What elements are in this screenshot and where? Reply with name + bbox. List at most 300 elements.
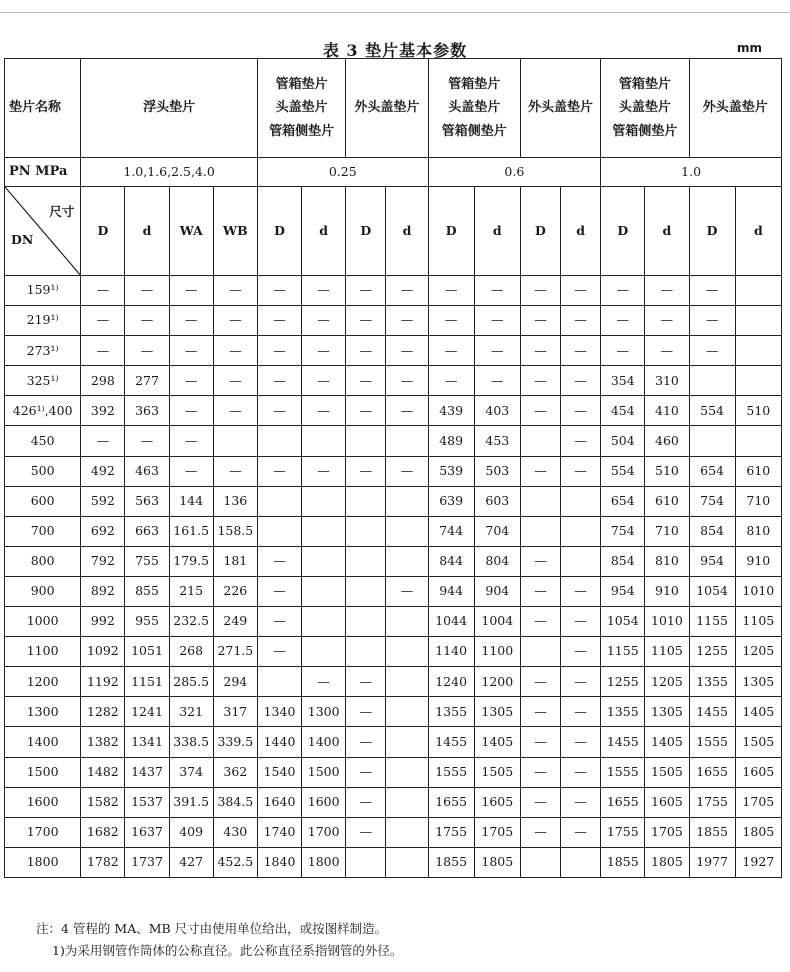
table-cell: 161.5 <box>169 516 213 546</box>
table-cell: — <box>257 576 301 606</box>
table-cell <box>561 546 601 576</box>
group-label: 外头盖垫片 <box>346 59 428 158</box>
table-cell: 181 <box>213 546 257 576</box>
table-cell <box>561 486 601 516</box>
group-label: 管箱垫片 头盖垫片 管箱侧垫片 <box>428 59 520 158</box>
table-cell <box>386 817 428 847</box>
table-cell: 1305 <box>474 697 520 727</box>
group-label: 浮头垫片 <box>81 59 258 158</box>
table-row <box>5 366 782 396</box>
table-cell: 810 <box>735 516 781 546</box>
table-cell: — <box>601 276 645 306</box>
table-cell <box>520 516 560 546</box>
dimension-label: d <box>125 187 169 276</box>
table-cell: — <box>346 697 386 727</box>
dimension-label: d <box>735 187 781 276</box>
dn-cell: 600 <box>5 486 81 516</box>
table-row <box>5 426 782 456</box>
table-cell: 1205 <box>735 637 781 667</box>
table-cell: 510 <box>645 456 689 486</box>
table-cell: — <box>302 456 346 486</box>
table-cell: — <box>386 396 428 426</box>
table-row <box>5 546 782 576</box>
table-cell: 277 <box>125 366 169 396</box>
table-cell: 310 <box>645 366 689 396</box>
table-cell <box>689 366 735 396</box>
dn-cell: 219¹⁾ <box>5 306 81 336</box>
table-cell: — <box>386 276 428 306</box>
table-cell: 710 <box>645 516 689 546</box>
table-cell: 1540 <box>257 757 301 787</box>
table-cell: — <box>520 787 560 817</box>
table-cell: 1105 <box>735 607 781 637</box>
dn-cell: 1700 <box>5 817 81 847</box>
table-cell: 232.5 <box>169 607 213 637</box>
dn-cell: 1200 <box>5 667 81 697</box>
dimension-header-label: 尺寸 <box>49 204 75 219</box>
table-cell: 460 <box>645 426 689 456</box>
table-cell: — <box>125 276 169 306</box>
dn-cell: 1300 <box>5 697 81 727</box>
table-cell: — <box>346 757 386 787</box>
table-cell: — <box>257 546 301 576</box>
dimension-label: D <box>346 187 386 276</box>
table-cell <box>346 486 386 516</box>
dn-cell: 450 <box>5 426 81 456</box>
dimension-label: d <box>302 187 346 276</box>
table-cell: — <box>689 306 735 336</box>
pn-value: 1.0 <box>601 158 782 187</box>
table-cell: — <box>601 306 645 336</box>
group-label: 管箱垫片 头盖垫片 管箱侧垫片 <box>601 59 689 158</box>
table-cell: 1405 <box>474 727 520 757</box>
table-cell: 215 <box>169 576 213 606</box>
page-title: 表 3 垫片基本参数 <box>322 41 468 60</box>
table-row <box>5 847 782 877</box>
table-cell: — <box>520 306 560 336</box>
table-cell: 1054 <box>601 607 645 637</box>
table-cell: — <box>386 306 428 336</box>
table-cell: 854 <box>601 546 645 576</box>
table-cell: 226 <box>213 576 257 606</box>
dimension-label: d <box>386 187 428 276</box>
table-cell: 592 <box>81 486 125 516</box>
table-cell <box>386 426 428 456</box>
table-cell <box>346 576 386 606</box>
table-cell: 1105 <box>645 637 689 667</box>
table-cell: — <box>520 396 560 426</box>
table-cell: — <box>213 456 257 486</box>
table-cell: 1582 <box>81 787 125 817</box>
dn-cell: 1400 <box>5 727 81 757</box>
table-cell: 1455 <box>428 727 474 757</box>
table-cell <box>386 847 428 877</box>
table-row <box>5 637 782 667</box>
table-cell: — <box>257 637 301 667</box>
table-cell: — <box>561 306 601 336</box>
table-cell: 539 <box>428 456 474 486</box>
table-cell: — <box>520 366 560 396</box>
table-cell <box>302 546 346 576</box>
table-cell: — <box>561 697 601 727</box>
table-cell: — <box>689 336 735 366</box>
table-cell: 1755 <box>601 817 645 847</box>
table-cell: — <box>561 727 601 757</box>
note-1: 注：4 管程的 MA、MB 尺寸由使用单位给出，或按图样制造。 <box>36 921 388 936</box>
dimension-label: d <box>474 187 520 276</box>
table-cell: — <box>81 306 125 336</box>
table-cell: 944 <box>428 576 474 606</box>
table-cell: — <box>169 426 213 456</box>
table-cell: 954 <box>601 576 645 606</box>
table-cell: — <box>428 336 474 366</box>
table-cell: 249 <box>213 607 257 637</box>
table-cell: 910 <box>735 546 781 576</box>
table-cell <box>386 637 428 667</box>
table-cell: — <box>428 276 474 306</box>
table-cell: 654 <box>689 456 735 486</box>
table-cell: — <box>169 366 213 396</box>
table-cell: 268 <box>169 637 213 667</box>
table-cell: 452.5 <box>213 847 257 877</box>
table-cell: 503 <box>474 456 520 486</box>
dimension-label: D <box>601 187 645 276</box>
table-cell: 1054 <box>689 576 735 606</box>
table-cell: 1405 <box>645 727 689 757</box>
table-cell: 384.5 <box>213 787 257 817</box>
table-cell: 1600 <box>302 787 346 817</box>
table-cell: — <box>561 276 601 306</box>
unit-label: mm <box>736 41 762 55</box>
diagonal-header-cell <box>5 187 81 276</box>
table-cell: — <box>474 366 520 396</box>
table-cell: — <box>520 757 560 787</box>
table-cell: — <box>302 396 346 426</box>
table-cell: 1740 <box>257 817 301 847</box>
table-cell <box>302 516 346 546</box>
table-row <box>5 607 782 637</box>
table-cell: 392 <box>81 396 125 426</box>
header-row-dimensions <box>5 187 782 276</box>
table-cell: — <box>346 727 386 757</box>
table-cell: — <box>125 336 169 366</box>
table-row <box>5 727 782 757</box>
table-cell: 1044 <box>428 607 474 637</box>
dimension-label: D <box>689 187 735 276</box>
table-cell: 317 <box>213 697 257 727</box>
table-cell: 1755 <box>428 817 474 847</box>
table-cell: 603 <box>474 486 520 516</box>
table-cell: 1100 <box>474 637 520 667</box>
table-cell: 1855 <box>428 847 474 877</box>
table-row <box>5 456 782 486</box>
table-cell: 1255 <box>689 637 735 667</box>
table-cell <box>735 336 781 366</box>
table-cell: 1241 <box>125 697 169 727</box>
table-row <box>5 396 782 426</box>
table-cell: 489 <box>428 426 474 456</box>
table-cell: — <box>520 336 560 366</box>
table-cell: — <box>213 276 257 306</box>
table-cell: 955 <box>125 607 169 637</box>
table-row <box>5 667 782 697</box>
table-cell: 136 <box>213 486 257 516</box>
table-cell: — <box>520 276 560 306</box>
table-cell <box>257 516 301 546</box>
table-cell: — <box>520 576 560 606</box>
table-cell: — <box>386 456 428 486</box>
pn-value: 0.6 <box>428 158 601 187</box>
group-label: 外头盖垫片 <box>689 59 781 158</box>
table-cell: 1805 <box>735 817 781 847</box>
table-cell: — <box>169 336 213 366</box>
header-row-gasket-name <box>5 59 782 158</box>
table-cell: 1655 <box>689 757 735 787</box>
table-cell: — <box>601 336 645 366</box>
table-cell: 271.5 <box>213 637 257 667</box>
table-row <box>5 486 782 516</box>
table-cell: — <box>428 366 474 396</box>
table-cell: 1637 <box>125 817 169 847</box>
table-cell: — <box>346 306 386 336</box>
table-cell: 1737 <box>125 847 169 877</box>
table-cell: 144 <box>169 486 213 516</box>
table-cell: 427 <box>169 847 213 877</box>
table-cell: — <box>474 306 520 336</box>
table-cell: 663 <box>125 516 169 546</box>
table-cell: 1755 <box>689 787 735 817</box>
table-cell <box>346 607 386 637</box>
table-cell: 1382 <box>81 727 125 757</box>
table-cell: 1505 <box>474 757 520 787</box>
table-cell: — <box>302 276 346 306</box>
table-cell: 1155 <box>601 637 645 667</box>
table-cell: — <box>386 336 428 366</box>
table-cell: 1355 <box>601 697 645 727</box>
table-cell: — <box>561 637 601 667</box>
table-cell: 1705 <box>735 787 781 817</box>
table-cell: 1300 <box>302 697 346 727</box>
table-cell: 504 <box>601 426 645 456</box>
dn-cell: 900 <box>5 576 81 606</box>
table-cell: — <box>561 607 601 637</box>
table-cell <box>386 607 428 637</box>
table-cell: — <box>257 366 301 396</box>
table-row <box>5 817 782 847</box>
table-cell <box>561 516 601 546</box>
table-cell <box>346 637 386 667</box>
table-cell: 1855 <box>689 817 735 847</box>
table-cell: 1500 <box>302 757 346 787</box>
table-cell: 1340 <box>257 697 301 727</box>
table-cell: 409 <box>169 817 213 847</box>
table-cell: 298 <box>81 366 125 396</box>
table-cell: — <box>645 306 689 336</box>
table-cell: 1705 <box>645 817 689 847</box>
table-cell: 1355 <box>689 667 735 697</box>
table-cell: — <box>346 667 386 697</box>
table-cell: — <box>169 306 213 336</box>
table-cell: 1927 <box>735 847 781 877</box>
table-cell: — <box>346 396 386 426</box>
table-cell: 1855 <box>601 847 645 877</box>
table-cell: 374 <box>169 757 213 787</box>
table-cell: 554 <box>601 456 645 486</box>
table-cell: — <box>169 276 213 306</box>
table-cell: — <box>302 336 346 366</box>
table-cell: — <box>645 336 689 366</box>
table-cell: — <box>561 336 601 366</box>
gasket-name-label: 垫片名称 <box>5 59 81 158</box>
table-cell: 1437 <box>125 757 169 787</box>
dn-cell: 1000 <box>5 607 81 637</box>
table-cell: 430 <box>213 817 257 847</box>
table-cell: 453 <box>474 426 520 456</box>
table-row <box>5 276 782 306</box>
table-cell: — <box>386 366 428 396</box>
table-cell: 1010 <box>735 576 781 606</box>
table-cell: 1255 <box>601 667 645 697</box>
table-cell: — <box>561 757 601 787</box>
table-cell: 855 <box>125 576 169 606</box>
table-cell: — <box>213 396 257 426</box>
table-cell: 692 <box>81 516 125 546</box>
table-cell <box>346 426 386 456</box>
table-cell: 1400 <box>302 727 346 757</box>
table-cell <box>386 516 428 546</box>
table-cell: 1555 <box>428 757 474 787</box>
table-cell: 1840 <box>257 847 301 877</box>
table-cell: 1682 <box>81 817 125 847</box>
pn-value: 1.0,1.6,2.5,4.0 <box>81 158 258 187</box>
table-cell <box>257 667 301 697</box>
table-cell: — <box>645 276 689 306</box>
table-cell: — <box>81 336 125 366</box>
table-cell: 1455 <box>601 727 645 757</box>
table-cell: — <box>257 607 301 637</box>
group-label: 外头盖垫片 <box>520 59 600 158</box>
dn-cell: 800 <box>5 546 81 576</box>
table-cell <box>561 847 601 877</box>
table-cell <box>302 607 346 637</box>
table-cell <box>386 546 428 576</box>
table-cell: — <box>561 787 601 817</box>
table-cell: 892 <box>81 576 125 606</box>
table-cell: — <box>257 276 301 306</box>
dimension-label: d <box>645 187 689 276</box>
table-cell: 1140 <box>428 637 474 667</box>
table-cell: 285.5 <box>169 667 213 697</box>
dimension-label: D <box>428 187 474 276</box>
table-cell <box>386 486 428 516</box>
table-cell: 1240 <box>428 667 474 697</box>
table-cell: — <box>257 456 301 486</box>
table-row <box>5 516 782 546</box>
table-cell: — <box>125 426 169 456</box>
table-cell: — <box>386 576 428 606</box>
table-cell: — <box>561 667 601 697</box>
table-cell: 654 <box>601 486 645 516</box>
table-cell: — <box>520 667 560 697</box>
table-cell: 904 <box>474 576 520 606</box>
table-cell <box>386 697 428 727</box>
table-cell <box>257 426 301 456</box>
table-cell: 1455 <box>689 697 735 727</box>
table-cell <box>386 757 428 787</box>
table-cell: — <box>346 817 386 847</box>
table-cell: 321 <box>169 697 213 727</box>
table-cell: 810 <box>645 546 689 576</box>
dn-cell: 325¹⁾ <box>5 366 81 396</box>
table-cell: 294 <box>213 667 257 697</box>
table-cell: 610 <box>735 456 781 486</box>
table-cell: 1977 <box>689 847 735 877</box>
table-cell <box>520 426 560 456</box>
table-cell: 463 <box>125 456 169 486</box>
dn-cell: 159¹⁾ <box>5 276 81 306</box>
table-cell: 1051 <box>125 637 169 667</box>
table-cell <box>302 576 346 606</box>
table-cell: — <box>213 306 257 336</box>
table-cell: — <box>81 426 125 456</box>
table-cell <box>386 727 428 757</box>
table-cell: 1010 <box>645 607 689 637</box>
table-cell: 1305 <box>645 697 689 727</box>
top-rule <box>0 12 790 13</box>
table-cell <box>735 306 781 336</box>
table-cell: — <box>520 607 560 637</box>
dn-cell: 700 <box>5 516 81 546</box>
table-cell: 410 <box>645 396 689 426</box>
table-cell: 454 <box>601 396 645 426</box>
table-cell: — <box>302 306 346 336</box>
table-cell: — <box>257 306 301 336</box>
diagonal-line <box>5 187 80 275</box>
table-cell: — <box>213 366 257 396</box>
dimension-label: D <box>520 187 560 276</box>
table-cell: 338.5 <box>169 727 213 757</box>
table-cell: 1805 <box>474 847 520 877</box>
table-cell: 844 <box>428 546 474 576</box>
table-cell: 354 <box>601 366 645 396</box>
table-cell: 1305 <box>735 667 781 697</box>
table-cell: 363 <box>125 396 169 426</box>
table-cell: 1782 <box>81 847 125 877</box>
dimension-label: WA <box>169 187 213 276</box>
table-cell: 1151 <box>125 667 169 697</box>
pn-label: PN MPa <box>5 158 81 187</box>
group-label: 管箱垫片 头盖垫片 管箱侧垫片 <box>257 59 345 158</box>
table-cell: — <box>561 426 601 456</box>
table-cell: 854 <box>689 516 735 546</box>
table-cell: — <box>520 456 560 486</box>
table-cell: 1555 <box>601 757 645 787</box>
table-cell: 610 <box>645 486 689 516</box>
table-cell: 1705 <box>474 817 520 847</box>
table-cell: 910 <box>645 576 689 606</box>
table-cell: 1655 <box>428 787 474 817</box>
table-cell <box>257 486 301 516</box>
pn-value: 0.25 <box>257 158 428 187</box>
table-row <box>5 757 782 787</box>
dimension-label: d <box>561 187 601 276</box>
table-cell: 754 <box>601 516 645 546</box>
table-cell: 391.5 <box>169 787 213 817</box>
table-cell <box>302 486 346 516</box>
table-cell: — <box>689 276 735 306</box>
table-row <box>5 787 782 817</box>
table-cell: — <box>520 546 560 576</box>
